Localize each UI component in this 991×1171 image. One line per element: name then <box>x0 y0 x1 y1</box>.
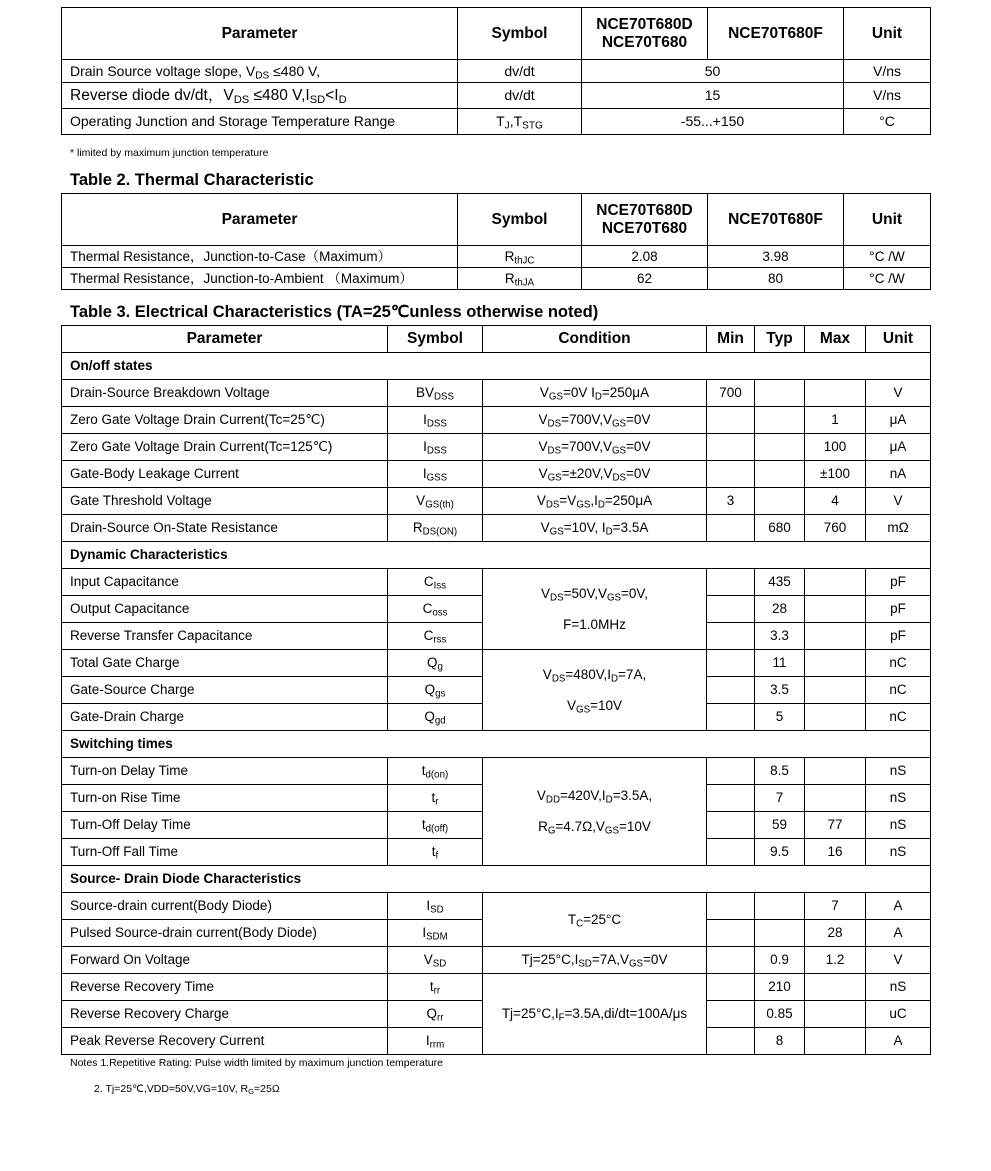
table-row: Zero Gate Voltage Drain Current(Tc=25℃) $I_{DSS}$ $V_{DS}=700V,V_{GS}=0V$ 1 μA <box>62 407 931 434</box>
col-symbol: Symbol <box>458 8 582 60</box>
table-row: Source-drain current(Body Diode) $I_{SD}$ $T_C=25^\circ C$ 7 A <box>62 893 931 920</box>
table-row: Total Gate Charge $Q_g$ $V_{DS}=480V,I_D=7A$, $V_{GS}=10V$ 11 nC <box>62 650 931 677</box>
footnote: * limited by maximum junction temperature <box>70 147 269 159</box>
table-row: Thermal Resistance，Junction-to-Ambient （Maximum） $R_{thJA}$ 62 80 °C /W <box>62 268 931 290</box>
table-row: Output Capacitance $C_{oss}$ 28 pF <box>62 596 931 623</box>
table-row: Reverse Transfer Capacitance $C_{rss}$ 3.3 pF <box>62 623 931 650</box>
col-condition: Condition <box>483 326 707 353</box>
note-2: 2. Tj=25℃,VDD=50V,VG=10V, $R_G=25\Omega$ <box>94 1083 280 1096</box>
table-row: Peak Reverse Recovery Current $I_{rrm}$ 8 A <box>62 1028 931 1055</box>
col-symbol: Symbol <box>388 326 483 353</box>
table-row: Turn-Off Fall Time $t_f$ 9.5 16 nS <box>62 839 931 866</box>
table-row: Gate-Drain Charge $Q_{gd}$ 5 nC <box>62 704 931 731</box>
max-ratings-table <box>61 7 931 135</box>
table-row: Operating Junction and Storage Temperature Range $T_J,T_{STG}$ -55...+150 °C <box>62 109 931 135</box>
section-row <box>62 731 931 758</box>
thermal-table <box>61 193 931 290</box>
table-row: Drain Source voltage slope, $V_{DS} \le 480$ V, dv/dt 50 V/ns <box>62 60 931 83</box>
col-unit: Unit <box>844 194 931 246</box>
note-1: Notes 1.Repetitive Rating: Pulse width limited by maximum junction temperature <box>70 1057 443 1069</box>
section-title: Switching times <box>62 731 931 758</box>
col-parameter: Parameter <box>62 326 388 353</box>
table-row: Reverse Recovery Time $t_{rr}$ $Tj=25^\circ C,I_F=3.5A,di/dt=100A/\mu s$ 210 nS <box>62 974 931 1001</box>
table-row: Turn-on Delay Time $t_{d(on)}$ $V_{DD}=420V,I_D=3.5A$, $R_G=4.7\Omega,V_{GS}=10V$ 8.5 nS <box>62 758 931 785</box>
section-row <box>62 542 931 569</box>
col-max: Max <box>805 326 866 353</box>
section-row <box>62 353 931 380</box>
col-unit: Unit <box>844 8 931 60</box>
table-row: Thermal Resistance，Junction-to-Case（Maximum） $R_{thJC}$ 2.08 3.98 °C /W <box>62 246 931 268</box>
electrical-table <box>61 325 931 1055</box>
table-row: Gate Threshold Voltage $V_{GS(th)}$ $V_{DS}=V_{GS},I_D=250\mu A$ 3 4 V <box>62 488 931 515</box>
col-min: Min <box>707 326 755 353</box>
table2-title: Table 2. Thermal Characteristic <box>70 171 314 189</box>
col-part-d: NCE70T680D NCE70T680 <box>582 8 708 60</box>
section-row <box>62 866 931 893</box>
table-row: Turn-Off Delay Time $t_{d(off)}$ 59 77 nS <box>62 812 931 839</box>
table-row: Reverse Recovery Charge $Q_{rr}$ 0.85 uC <box>62 1001 931 1028</box>
col-part-f: NCE70T680F <box>708 194 844 246</box>
table-row: Zero Gate Voltage Drain Current(Tc=125℃) $I_{DSS}$ $V_{DS}=700V,V_{GS}=0V$ 100 μA <box>62 434 931 461</box>
col-typ: Typ <box>755 326 805 353</box>
col-symbol: Symbol <box>458 194 582 246</box>
col-parameter: Parameter <box>62 8 458 60</box>
col-part-d: NCE70T680D NCE70T680 <box>582 194 708 246</box>
col-part-f: NCE70T680F <box>708 8 844 60</box>
table-row: Drain-Source Breakdown Voltage $BV_{DSS}$ $V_{GS}=0V$ $I_D=250\mu A$ 700 V <box>62 380 931 407</box>
table3-title: Table 3. Electrical Characteristics (TA=25℃unless otherwise noted) <box>70 303 599 321</box>
col-parameter: Parameter <box>62 194 458 246</box>
table-row: Pulsed Source-drain current(Body Diode) $I_{SDM}$ 28 A <box>62 920 931 947</box>
col-unit: Unit <box>866 326 931 353</box>
table-row: Drain-Source On-State Resistance $R_{DS(ON)}$ $V_{GS}=10V$, $I_D=3.5A$ 680 760 mΩ <box>62 515 931 542</box>
table-row: Turn-on Rise Time $t_r$ 7 nS <box>62 785 931 812</box>
table-row: Reverse diode dv/dt，$V_{DS} \le 480$ $V,I_{SD}<I_D$ dv/dt 15 V/ns <box>62 83 931 109</box>
table-row: Forward On Voltage $V_{SD}$ $Tj=25^\circ C,I_{SD}=7A,V_{GS}=0V$ 0.9 1.2 V <box>62 947 931 974</box>
table-row: Gate-Body Leakage Current $I_{GSS}$ $V_{GS}=\pm 20V,V_{DS}=0V$ ±100 nA <box>62 461 931 488</box>
section-title: Source- Drain Diode Characteristics <box>62 866 931 893</box>
table-row: Gate-Source Charge $Q_{gs}$ 3.5 nC <box>62 677 931 704</box>
table-row: Input Capacitance $C_{Iss}$ $V_{DS}=50V,V_{GS}=0V$, F=1.0MHz 435 pF <box>62 569 931 596</box>
section-title: On/off states <box>62 353 931 380</box>
section-title: Dynamic Characteristics <box>62 542 931 569</box>
